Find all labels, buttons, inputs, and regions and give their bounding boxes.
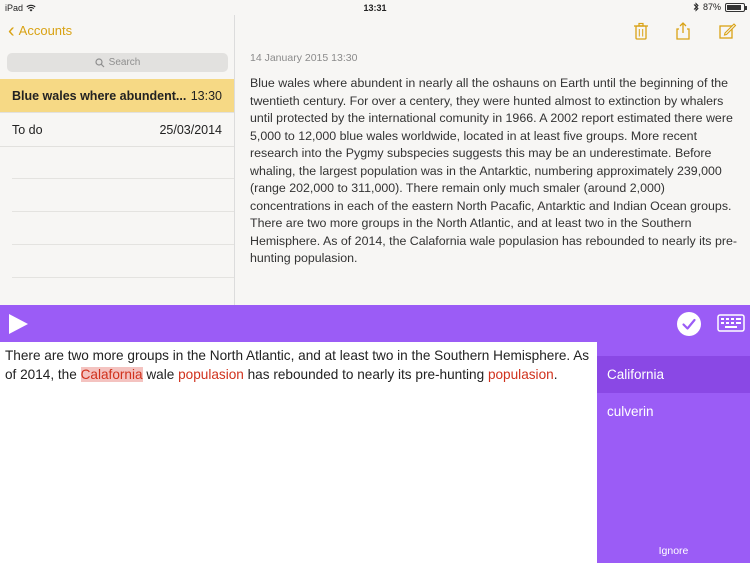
keyboard-icon[interactable] [717,313,745,333]
list-divider [12,211,234,212]
status-right [693,2,745,12]
correction-editor[interactable] [0,342,597,563]
note-body-text[interactable]: Blue wales where abundent in nearly all the oshauns on Earth until the beginning of the twentieth century. For over a centery, they were hunted almost to extinction by whalers until protected by the international comunity in 1966. A 2002 report estimated there were 5,000 to 12,000 blue wales worldwide, located in at least five groups. More recent research into the Pygmy subspecies suggests this may be an underestimate. Before whaling, the largest population was in the Antarktic, numbering approximately 239,000 (range 202,000 to 311,000). There remain only much smaler (around 2,000) concentrations in each of the eastern North Pacafic, Antarktic and Indian Ocean groups. There are two more groups in the North Atlantic, and at least two in the Southern Hemisphere. As of 2014, the Calafornia wale populasion has rebounded to nearly its pre-hunting populasion. [250,76,737,265]
spellcheck-toolbar [0,305,750,342]
note-timestamp: 14 January 2015 13:30 [250,52,358,64]
battery-percent: 87% [702,2,721,12]
note-list-item[interactable] [0,79,234,113]
chevron-left-icon: ‹ [8,19,15,42]
note-title: Blue wales where abundent... [12,88,187,103]
text-segment: . [553,366,558,382]
note-date: 13:30 [190,88,222,103]
search-placeholder: Search [108,57,141,68]
trash-icon[interactable] [631,21,651,41]
note-list-item[interactable] [0,113,234,147]
text-segment: wale [142,366,179,382]
checkmark-icon [677,312,701,336]
share-icon[interactable] [673,21,693,41]
list-divider [12,178,234,179]
play-icon[interactable] [7,313,29,335]
correction-text [5,347,593,384]
misspelled-word-selected[interactable]: Calafornia [80,366,143,382]
text-segment: There are two more groups in the North Atlantic, and at least two in the Southern Hemisphere. As of 2014, the [5,348,590,382]
device-label: iPad [5,3,24,13]
note-view [236,15,750,305]
battery-icon [725,3,745,12]
text-segment: has rebounded to nearly its pre-hunting [243,366,488,382]
suggestion-item[interactable]: California [597,356,750,393]
status-bar [0,0,750,15]
search-field[interactable] [7,53,228,72]
search-icon [95,58,105,68]
suggestion-item[interactable]: culverin [607,404,654,419]
misspelled-word[interactable]: populasion [178,366,244,382]
misspelled-word[interactable]: populasion [487,366,554,382]
ignore-button[interactable]: Ignore [658,545,689,557]
note-title: To do [12,122,43,137]
list-divider [12,244,234,245]
compose-icon[interactable] [717,21,737,41]
list-divider [12,277,234,278]
back-label: Accounts [18,23,73,38]
done-button[interactable] [677,312,701,336]
status-time: 13:31 [363,3,387,13]
note-date: 25/03/2014 [159,122,222,137]
suggestions-panel [597,342,750,563]
accounts-back-button[interactable] [8,19,73,42]
bluetooth-icon [693,2,699,12]
notes-sidebar [0,15,235,305]
